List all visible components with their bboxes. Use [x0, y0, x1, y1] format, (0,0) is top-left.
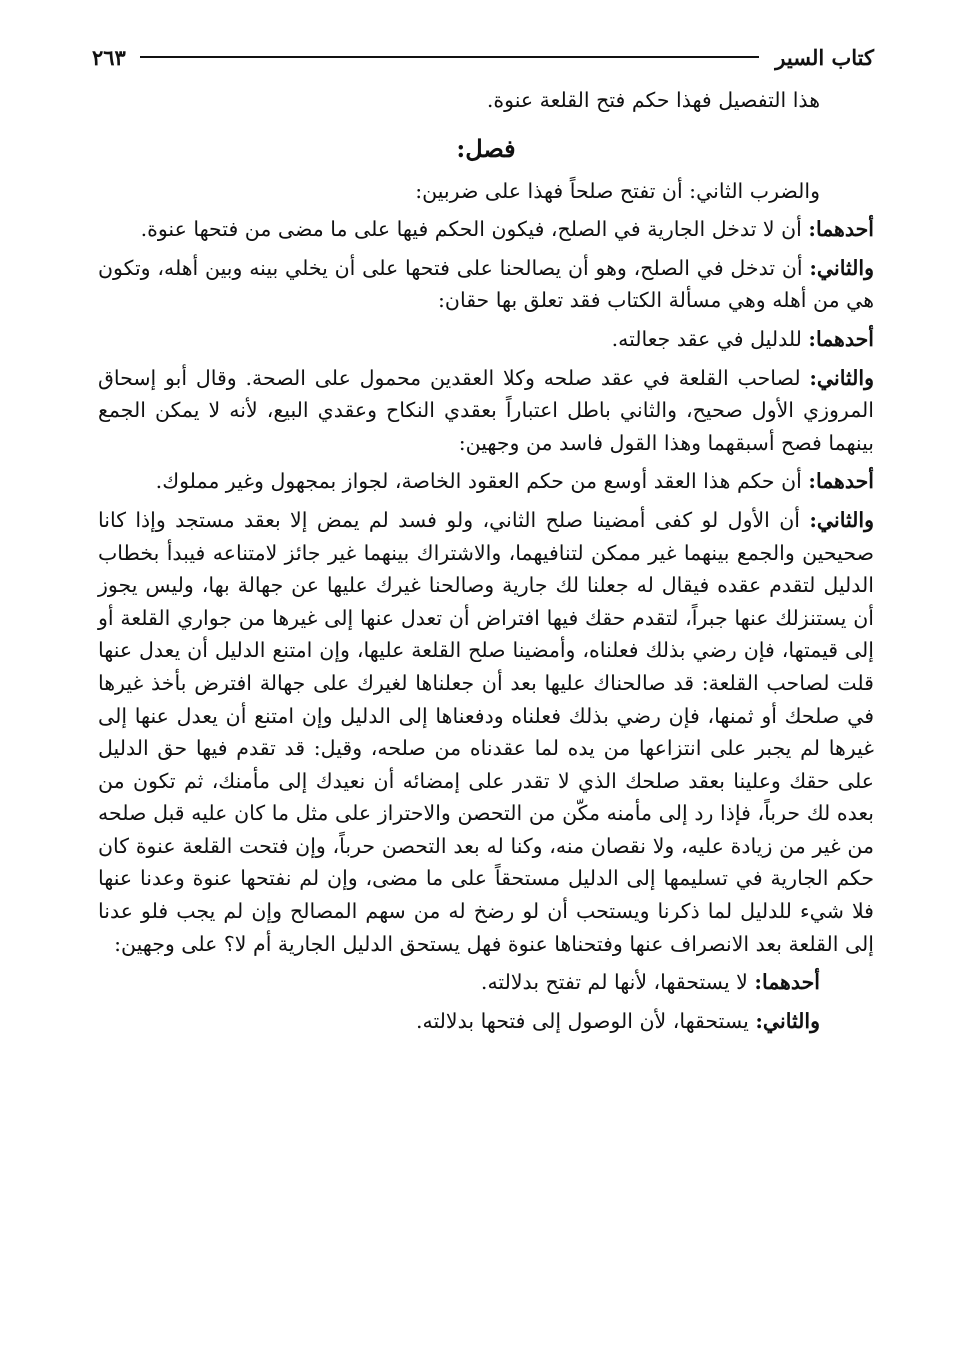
paragraph-text: أن الأول لو كفى أمضينا صلح الثاني، ولو فسد لم يمض إلا بعقد مستجد وإذا كانا صحيحين والجمع بينهما غير ممكن لتنافيهما، والاشتراك بينهما غير جائز لامتناعه فيبدأ بخطاب الدليل لتقدم عقده فيقال له جعلنا لك جارية وصالحنا غيرك عليها عن جهالة بها، وليس يجوز أن يستنزلك عنها جبراً، لتقدم حقك فيها افتراض أن تعدل عنها إلى غيرها من جواري القلعة أو إلى قيمتها، فإن رضي بذلك فعلناه، وأمضينا صلح القلعة عليها، وإن امتنع الدليل أن يعدل عنها قلت لصاحب القلعة: قد صالحناك عليها بعد أن جعلناها لغيرك على جهالة افترض بأخذ غيرها في صلحك أو ثمنها، فإن رضي بذلك فعلناه ودفعناها إلى الدليل وإن امتنع أن يعدل عنها إلى غيرها لم يجبر على انتزاعها من يده لما عقدناه من صلحه، وقيل: قد تقدم فيها حق الدليل على حقك وعلينا بعقد صلحك الذي لا تقدر على إمضائه أن نعيدك إلى مأمنك، ثم تكون من بعده لك حرباً، فإذا رد إلى مأمنه مكّن من التحصن والاحتراز على مثل ما كان عليه قبل صلحه من غير من زيادة عليه، ولا نقصان منه، وكنا له بعد التحصن حرباً، وإن فتحت القلعة عنوة كان حكم الجارية في تسليمها إلى الدليل مستحقاً على ما مضى، وإن لم نفتحها عنوة وعدنا عنها فلا شيء للدليل لما ذكرنا ويستحب أن لو رضخ له من سهم المصالح وإن لم يجب فلو عدنا إلى القلعة بعد الانصراف عنها وفتحناها عنوة فهل يستحق الدليل الجارية أم لا؟ على وجهين:: [98, 507, 874, 956]
paragraph-lead: والثاني:: [809, 255, 874, 280]
paragraph: [98, 213, 874, 246]
paragraph-text: أن تدخل في الصلح، وهو أن يصالحنا على فتحها على أن يخلي بينه وبين أهله، وتكون هي من أهله وهي مسألة الكتاب فقد تعلق بها حقان:: [98, 255, 874, 313]
paragraph-text: يستحقها، لأن الوصول إلى فتحها بدلالته.: [415, 1008, 756, 1033]
paragraph-text: لصاحب القلعة في عقد صلحه وكلا العقدين محمول على الصحة. وقال أبو إسحاق المروزي الأول صحيح، والثاني باطل اعتباراً بعقدي النكاح وعقدي البيع، لأنه لا يمكن الجمع بينهما فصح أسبقهما وهذا القول فاسد من وجهين:: [98, 365, 874, 455]
paragraph: [98, 323, 874, 356]
paragraph-text: هذا التفصيل فهذا حكم فتح القلعة عنوة.: [486, 88, 820, 112]
paragraph-lead: أحدهما:: [808, 217, 874, 242]
paragraph: [98, 175, 874, 208]
paragraph: [98, 504, 874, 960]
paragraph: [98, 966, 874, 999]
paragraph-text: والضرب الثاني: أن تفتح صلحاً فهذا على ضربين:: [415, 178, 820, 203]
paragraph: [98, 84, 874, 117]
header-rule: [140, 56, 759, 58]
page-body: [98, 84, 874, 1037]
paragraph: [98, 1005, 874, 1038]
paragraph-text: للدليل في عقد جعالته.: [611, 326, 809, 351]
paragraph-lead: أحدهما:: [808, 326, 874, 351]
paragraph-lead: والثاني:: [809, 365, 874, 390]
paragraph-lead: أحدهما:: [808, 469, 874, 494]
paragraph: [98, 362, 874, 460]
paragraph-lead: والثاني:: [809, 507, 874, 532]
paragraph-lead: أحدهما:: [754, 970, 820, 995]
page-number: ٢٦٣: [92, 44, 126, 70]
paragraph: [98, 252, 874, 317]
section-title: فصل:: [456, 133, 516, 163]
paragraph-text: أن حكم هذا العقد أوسع من حكم العقود الخاصة، لجواز بمجهول وغير مملوك.: [155, 469, 809, 494]
page-header: [92, 40, 874, 74]
running-title: كتاب السير: [775, 44, 874, 70]
paragraph-text: لا يستحقها، لأنها لم تفتح بدلالته.: [480, 970, 755, 995]
paragraph-text: أن لا تدخل الجارية في الصلح، فيكون الحكم فيها على ما مضى من فتحها عنوة.: [140, 217, 809, 242]
paragraph: [98, 465, 874, 498]
paragraph-lead: والثاني:: [755, 1008, 820, 1033]
